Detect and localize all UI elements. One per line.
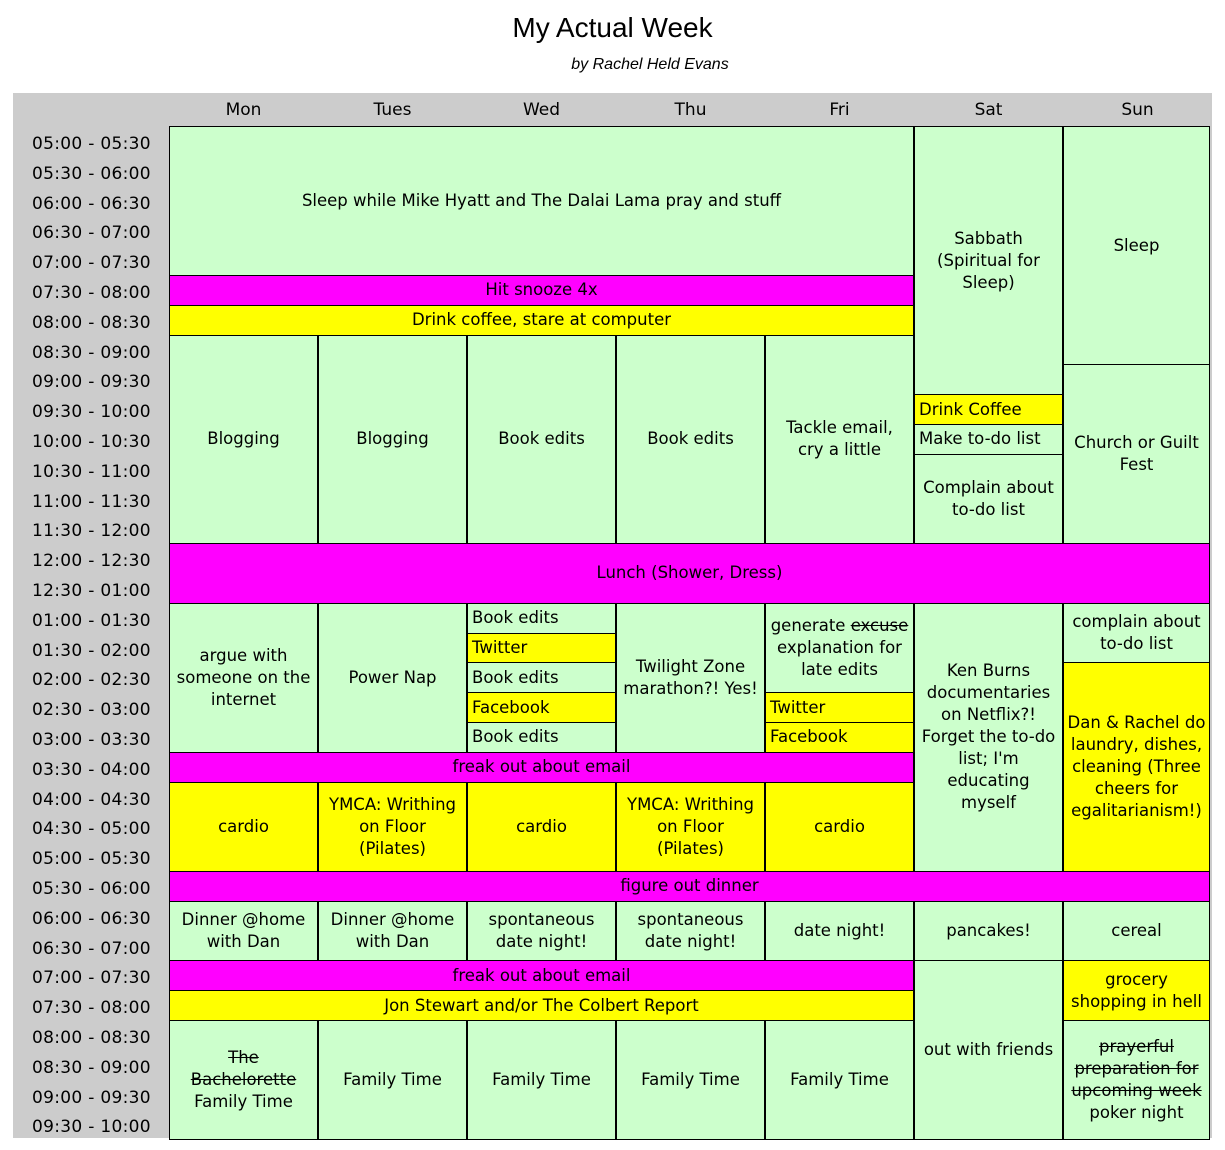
- schedule-block-line: Make to-do list: [919, 429, 1041, 449]
- schedule-block: [169, 871, 1210, 902]
- schedule-block-line: on Floor: [359, 816, 426, 836]
- schedule-block: [467, 1020, 616, 1140]
- time-label: 10:30 - 11:00: [32, 461, 151, 482]
- schedule-block: [467, 782, 616, 872]
- schedule-block-line: Sabbath: [954, 228, 1023, 248]
- schedule-block-text: [638, 909, 744, 953]
- schedule-block-line: Twitter: [770, 697, 826, 717]
- schedule-block-line: myself: [961, 793, 1016, 813]
- schedule-block-text: [384, 995, 699, 1017]
- schedule-block-line: complain about: [1072, 612, 1201, 632]
- time-label: 03:00 - 03:30: [32, 730, 151, 750]
- schedule-block-line: Lunch (Shower, Dress): [596, 563, 783, 583]
- schedule-block-line: freak out about email: [452, 757, 631, 777]
- schedule-block-line: YMCA: Writhing: [328, 794, 457, 814]
- schedule-block: [169, 126, 914, 276]
- time-label: 11:30 - 12:00: [32, 521, 151, 542]
- schedule-block-line: spontaneous: [637, 910, 744, 930]
- schedule-block: [914, 126, 1063, 395]
- schedule-block: [169, 603, 318, 753]
- schedule-block-line: to-do list: [952, 499, 1025, 519]
- schedule-block-text: [472, 667, 559, 689]
- schedule-block-line: cry a little: [797, 440, 882, 460]
- schedule-block-text: [814, 816, 865, 838]
- schedule-block: [1063, 603, 1210, 664]
- time-label: 05:30 - 06:00: [32, 163, 151, 184]
- schedule-block: [169, 305, 914, 336]
- schedule-block-text: [331, 909, 455, 953]
- schedule-block-line: date night!: [495, 932, 588, 952]
- schedule-block-line: pancakes!: [946, 921, 1031, 941]
- schedule-block: [765, 1020, 914, 1140]
- schedule-block-line: freak out about email: [452, 965, 631, 985]
- schedule-block-text: [1068, 712, 1206, 822]
- schedule-block-text: [489, 909, 595, 953]
- schedule-block-text: [1111, 920, 1162, 942]
- schedule-block-line: someone on the: [176, 667, 311, 687]
- schedule-block: [467, 692, 616, 723]
- schedule-block-line: shopping in hell: [1071, 991, 1202, 1011]
- day-header-fri: Fri: [829, 100, 850, 120]
- schedule-block-text: [492, 1069, 591, 1091]
- time-label: 01:00 - 01:30: [32, 610, 151, 631]
- schedule-block-text: [919, 428, 1041, 450]
- schedule-block-text: [329, 794, 456, 860]
- schedule-block: [616, 782, 765, 872]
- time-label: 09:30 - 10:00: [32, 1117, 151, 1138]
- schedule-block-line: Tackle email,: [786, 418, 893, 438]
- schedule-block: [169, 335, 318, 545]
- schedule-block: [318, 782, 467, 872]
- time-label: 06:30 - 07:00: [32, 223, 151, 244]
- schedule-block-text: [946, 920, 1031, 942]
- schedule-block-text: [641, 1069, 740, 1091]
- time-label: 05:30 - 06:00: [32, 879, 151, 899]
- schedule-block-text: [182, 909, 306, 953]
- schedule-block-text: [1071, 969, 1202, 1013]
- schedule-block-line: cereal: [1111, 921, 1162, 941]
- schedule-block-text: [623, 656, 757, 700]
- schedule-block-line: educating: [947, 771, 1030, 791]
- time-label: 08:30 - 09:00: [32, 342, 151, 363]
- schedule-block-text: [771, 615, 909, 681]
- schedule-block-text: [924, 1039, 1053, 1061]
- schedule-block-text: [516, 816, 567, 838]
- time-label: 06:00 - 06:30: [32, 908, 151, 929]
- schedule-block-line: with Dan: [355, 932, 430, 952]
- page-title: My Actual Week: [512, 12, 713, 43]
- schedule-block-line: poker night: [1089, 1103, 1184, 1123]
- schedule-block: [467, 662, 616, 693]
- schedule-block-line: YMCA: Writhing: [626, 794, 755, 814]
- page-subtitle: by Rachel Held Evans: [571, 56, 729, 73]
- day-header-sat: Sat: [974, 100, 1003, 120]
- schedule-block-text: [453, 756, 631, 778]
- schedule-block-text: [472, 726, 559, 748]
- schedule-block-line: Church or Guilt: [1074, 433, 1199, 453]
- schedule-block: [914, 394, 1063, 425]
- schedule-block: [914, 603, 1063, 872]
- schedule-block-line: generate excuse: [770, 615, 909, 635]
- schedule-block: [169, 543, 1210, 604]
- schedule-block-line: Sleep while Mike Hyatt and The Dalai Lama pray and stuff: [301, 191, 782, 210]
- schedule-block-line: on Netflix?!: [941, 705, 1036, 725]
- time-label: 02:00 - 02:30: [32, 670, 151, 691]
- schedule-block-line: Jon Stewart and/or The Colbert Report: [384, 995, 699, 1015]
- schedule-block-text: [485, 279, 597, 301]
- schedule-block: [616, 1020, 765, 1140]
- time-label: 07:00 - 07:30: [32, 253, 151, 274]
- schedule-block-line: Facebook: [770, 727, 848, 747]
- time-label: 09:00 - 09:30: [32, 372, 151, 393]
- schedule-block-line: Drink coffee, stare at computer: [411, 310, 672, 330]
- schedule-block: [1063, 364, 1210, 544]
- schedule-block-line: Book edits: [647, 429, 734, 449]
- schedule-block-text: [356, 428, 428, 450]
- time-label: 08:00 - 08:30: [32, 312, 151, 333]
- schedule-block-text: [597, 562, 783, 584]
- schedule-block-line: marathon?! Yes!: [623, 678, 758, 698]
- schedule-block: [467, 335, 616, 545]
- schedule-block-text: [1074, 432, 1199, 476]
- time-label: 09:00 - 09:30: [32, 1087, 151, 1108]
- schedule-block-line: The: [228, 1048, 259, 1068]
- schedule-block-line: spontaneous: [488, 910, 595, 930]
- schedule-block: [169, 960, 914, 991]
- schedule-block-text: [472, 697, 550, 719]
- schedule-block-line: Dan & Rachel do: [1067, 713, 1206, 733]
- time-label: 10:00 - 10:30: [32, 432, 151, 452]
- schedule-block-text: [794, 920, 886, 942]
- schedule-block-text: [343, 1069, 442, 1091]
- schedule-block-text: [627, 794, 754, 860]
- schedule-block-line: list; I'm: [958, 749, 1019, 769]
- schedule-block-text: [786, 417, 893, 461]
- schedule-block-line: preparation for: [1074, 1059, 1199, 1079]
- schedule-block-line: grocery: [1105, 969, 1168, 989]
- day-header-sun: Sun: [1121, 100, 1154, 120]
- time-label: 05:00 - 05:30: [32, 849, 151, 870]
- schedule-block-text: [498, 428, 585, 450]
- schedule-block-line: (Pilates): [657, 838, 724, 858]
- schedule-block-line: Forget the to-do: [921, 727, 1056, 747]
- day-header-thu: Thu: [674, 100, 707, 120]
- schedule-block-line: on Floor: [657, 816, 724, 836]
- schedule-block-line: cardio: [218, 816, 269, 836]
- schedule-block-line: (Pilates): [359, 838, 426, 858]
- schedule-block: [616, 335, 765, 545]
- time-label: 05:00 - 05:30: [32, 134, 151, 154]
- schedule-block-line: Book edits: [472, 667, 559, 687]
- schedule-block-text: [937, 228, 1040, 294]
- schedule-block-line: Blogging: [207, 429, 280, 449]
- schedule-block: [318, 901, 467, 962]
- schedule-block: [169, 275, 914, 306]
- schedule-block-line: (Spiritual for: [937, 250, 1040, 270]
- schedule-block-line: date night!: [644, 932, 737, 952]
- schedule-block-line: Complain about: [923, 477, 1054, 497]
- schedule-block-text: [1071, 1036, 1201, 1124]
- schedule-block: [169, 752, 914, 783]
- schedule-block-line: figure out dinner: [620, 876, 759, 896]
- time-label: 01:30 - 02:00: [32, 640, 151, 661]
- schedule-block-line: Family Time: [194, 1092, 293, 1112]
- schedule-block-line: Twitter: [472, 637, 528, 657]
- schedule-block: [765, 901, 914, 962]
- schedule-block: [318, 335, 467, 545]
- schedule-block-line: Dinner @home: [181, 910, 306, 930]
- time-label: 12:00 - 12:30: [32, 551, 151, 572]
- schedule-block: [765, 782, 914, 872]
- schedule-block-text: [412, 309, 671, 331]
- schedule-block: [1063, 901, 1210, 962]
- schedule-block-line: Twilight Zone: [635, 656, 746, 676]
- schedule-block: [765, 722, 914, 753]
- schedule-block: [1063, 960, 1210, 1021]
- time-label: 03:30 - 04:00: [32, 759, 151, 780]
- schedule-block-line: cheers for: [1094, 779, 1179, 799]
- schedule-block-line: cleaning (Three: [1072, 757, 1201, 777]
- schedule-block-line: Family Time: [790, 1070, 889, 1090]
- schedule-block-text: [348, 667, 436, 689]
- schedule-block-text: [302, 190, 781, 212]
- schedule-block: [1063, 126, 1210, 365]
- schedule-block-text: [472, 637, 527, 659]
- schedule-block-text: [453, 965, 631, 987]
- time-label: 07:30 - 08:00: [32, 998, 151, 1019]
- schedule-block-text: [790, 1069, 889, 1091]
- schedule-block: [765, 335, 914, 545]
- schedule-block-line: Hit snooze 4x: [485, 280, 598, 300]
- schedule-block-line: out with friends: [923, 1040, 1054, 1060]
- schedule-block-line: argue with: [199, 645, 288, 665]
- schedule-block-line: laundry, dishes,: [1070, 735, 1203, 755]
- schedule-block-line: internet: [210, 689, 277, 709]
- schedule-block: [765, 603, 914, 693]
- schedule-block-line: Facebook: [472, 697, 550, 717]
- schedule-block-text: [218, 816, 269, 838]
- schedule-block-line: prayerful: [1099, 1037, 1174, 1057]
- schedule-block: [467, 901, 616, 962]
- schedule-block: [914, 454, 1063, 544]
- schedule-block: [914, 901, 1063, 962]
- schedule-block-line: Power Nap: [348, 667, 437, 687]
- schedule-block: [765, 692, 914, 723]
- schedule-block: [318, 603, 467, 753]
- schedule-block-text: [923, 477, 1054, 521]
- time-label: 06:30 - 07:00: [32, 938, 151, 959]
- schedule-block-line: cardio: [814, 816, 865, 836]
- schedule-block-text: [1114, 235, 1160, 257]
- time-label: 04:30 - 05:00: [32, 819, 151, 840]
- schedule-block: [169, 782, 318, 872]
- schedule-block-line: late edits: [801, 659, 878, 679]
- schedule-block-line: with Dan: [206, 932, 281, 952]
- schedule-block: [318, 1020, 467, 1140]
- day-header-mon: Mon: [225, 100, 262, 120]
- schedule-block-text: [770, 697, 825, 719]
- time-label: 12:30 - 01:00: [32, 581, 151, 601]
- schedule-block: [914, 424, 1063, 455]
- schedule-block-line: Family Time: [492, 1070, 591, 1090]
- schedule-block-line: cardio: [516, 816, 567, 836]
- schedule-block: [169, 990, 914, 1021]
- schedule-block-text: [1072, 611, 1200, 655]
- schedule-block-line: egalitarianism!): [1071, 801, 1202, 821]
- schedule-block-line: Bachelorette: [190, 1070, 297, 1090]
- schedule-block: [914, 960, 1063, 1140]
- time-label: 07:30 - 08:00: [32, 283, 151, 303]
- schedule-block-line: Dinner @home: [330, 910, 455, 930]
- time-label: 08:30 - 09:00: [32, 1057, 151, 1078]
- schedule-block: [169, 901, 318, 962]
- schedule-block-line: Book edits: [472, 727, 559, 747]
- time-label: 07:00 - 07:30: [32, 968, 151, 989]
- schedule-block-text: [770, 726, 848, 748]
- schedule-block: [169, 1020, 318, 1140]
- schedule-block: [616, 603, 765, 753]
- schedule-block-line: Sleep: [1113, 235, 1160, 255]
- schedule-block: [1063, 662, 1210, 872]
- day-header-wed: Wed: [522, 100, 561, 120]
- schedule-block-line: to-do list: [1100, 634, 1173, 654]
- schedule-block: [1063, 1020, 1210, 1140]
- time-label: 02:30 - 03:00: [32, 700, 151, 721]
- schedule-block-line: Ken Burns: [946, 661, 1031, 681]
- schedule-block: [616, 901, 765, 962]
- schedule-block-line: documentaries: [926, 683, 1051, 703]
- schedule-block-text: [207, 428, 279, 450]
- schedule-block-line: explanation for: [777, 637, 902, 657]
- schedule-block-text: [472, 607, 559, 629]
- schedule-block: [467, 722, 616, 753]
- schedule-block-text: [919, 399, 1022, 421]
- schedule-block-text: [191, 1047, 296, 1113]
- schedule-block-text: [177, 645, 311, 711]
- schedule-block-line: date night!: [793, 921, 886, 941]
- schedule-block-line: Drink Coffee: [919, 399, 1022, 419]
- schedule-block-line: Sleep): [962, 272, 1015, 292]
- schedule-block-line: Fest: [1119, 455, 1154, 475]
- time-label: 06:00 - 06:30: [32, 193, 151, 214]
- schedule-block-text: [647, 428, 734, 450]
- schedule-block-line: Book edits: [472, 608, 559, 628]
- time-label: 08:00 - 08:30: [32, 1028, 151, 1048]
- schedule-block-text: [620, 875, 758, 897]
- schedule-block-line: Family Time: [343, 1070, 442, 1090]
- schedule-block-text: [922, 660, 1056, 814]
- schedule-block: [467, 633, 616, 664]
- schedule-block: [467, 603, 616, 634]
- day-header-tues: Tues: [373, 100, 412, 120]
- schedule-block-line: Blogging: [356, 429, 429, 449]
- schedule-block-line: Family Time: [641, 1070, 740, 1090]
- time-label: 09:30 - 10:00: [32, 402, 151, 423]
- time-label: 04:00 - 04:30: [32, 789, 151, 810]
- time-label: 11:00 - 11:30: [32, 491, 151, 512]
- schedule-block-line: upcoming week: [1071, 1081, 1202, 1101]
- schedule-block-line: Book edits: [498, 429, 585, 449]
